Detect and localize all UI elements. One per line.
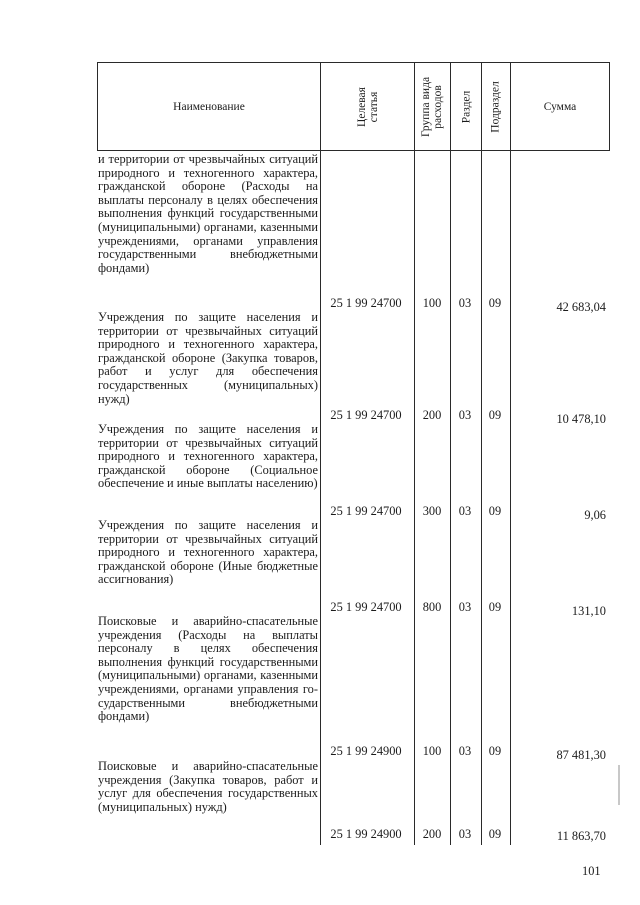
row-4-name: Учреждения по защите населения и территории от чрезвычайных ситуаций природного и техногенного характера, гражданской обороне (Иные бюджетные ассигнования): [98, 518, 318, 587]
header-expense-group-label: Группа вида расходов: [420, 76, 445, 137]
row-4-expense-group: 800: [422, 600, 442, 614]
header-section: [451, 63, 481, 150]
row-1-expense-group: 100: [422, 296, 442, 310]
row-3-sum: 9,06: [584, 508, 606, 522]
header-sum-label: Сумма: [543, 100, 577, 113]
row-3-target-article: 25 1 99 24700: [330, 504, 402, 518]
row-3-subsection: 09: [488, 504, 502, 518]
scan-artifact: [618, 765, 620, 805]
column-divider-3: [450, 62, 451, 845]
row-5-target-article: 25 1 99 24900: [330, 744, 402, 758]
row-5-subsection: 09: [488, 744, 502, 758]
row-2-target-article: 25 1 99 24700: [330, 408, 402, 422]
header-name: [98, 63, 320, 150]
row-5-sum: 87 481,30: [556, 748, 606, 762]
row-1-section: 03: [458, 296, 472, 310]
header-subsection: [482, 63, 510, 150]
row-1-target-article: 25 1 99 24700: [330, 296, 402, 310]
row-5-name: Поисковые и аварийно-спасательные учреждения (Расходы на выплаты персоналу в целях обеспечения выполнения функций государственными (муниципальными) органами, казенными учреждениями, органами управления государственными внебюджетными фондами): [98, 614, 318, 724]
row-4-sum: 131,10: [571, 604, 606, 618]
header-subsection-label: Подраздел: [490, 80, 502, 133]
row-3-name: Учреждения по защите населения и территории от чрезвычайных ситуаций природного и техногенного характера, гражданской обороне (Социальное обеспечение и иные выплаты населению): [98, 422, 318, 491]
column-divider-4: [481, 62, 482, 845]
row-5-expense-group: 100: [422, 744, 442, 758]
header-sum: [511, 63, 609, 150]
row-4-section: 03: [458, 600, 472, 614]
row-1-sum: 42 683,04: [556, 300, 606, 314]
row-4-target-article: 25 1 99 24700: [330, 600, 402, 614]
header-name-label: Наименование: [173, 100, 245, 113]
header-section-label: Раздел: [460, 90, 472, 123]
row-1-subsection: 09: [488, 296, 502, 310]
header-expense-group: [415, 63, 450, 150]
row-2-section: 03: [458, 408, 472, 422]
row-6-subsection: 09: [488, 827, 502, 841]
row-2-expense-group: 200: [422, 408, 442, 422]
header-bottom-border: [97, 150, 610, 151]
row-3-section: 03: [458, 504, 472, 518]
header-target-article: [321, 63, 414, 150]
table-right-border: [609, 62, 610, 151]
column-divider-1: [320, 62, 321, 845]
column-divider-5: [510, 62, 511, 845]
row-6-name: Поисковые и аварийно-спасательные учреждения (Закупка товаров, работ и услуг для обеспечения государственных (муниципальных) нужд): [98, 759, 318, 814]
header-target-article-label: Целевая статья: [355, 86, 380, 127]
row-2-subsection: 09: [488, 408, 502, 422]
row-5-section: 03: [458, 744, 472, 758]
column-divider-2: [414, 62, 415, 845]
row-6-target-article: 25 1 99 24900: [330, 827, 402, 841]
row-2-sum: 10 478,10: [556, 412, 606, 426]
page-number: 101: [582, 864, 601, 878]
row-4-subsection: 09: [488, 600, 502, 614]
row-6-sum: 11 863,70: [556, 829, 606, 843]
row-2-name: Учреждения по защите населения и территории от чрезвычайных ситуаций природного и техногенного характера, гражданской обороне (Закупка товаров, работ и услуг для обеспечения государственных (муниципальных) нужд): [98, 310, 318, 406]
row-6-expense-group: 200: [422, 827, 442, 841]
row-6-section: 03: [458, 827, 472, 841]
row-1-name: и территории от чрезвычайных ситуаций природного и техногенного характера, гражданской обороне (Расходы на выплаты персоналу в целях обеспечения выполнения функций государственными (муниципальными) органами, казенными учреждениями, органами управления государственными внебюджетными фондами): [98, 152, 318, 275]
row-3-expense-group: 300: [422, 504, 442, 518]
